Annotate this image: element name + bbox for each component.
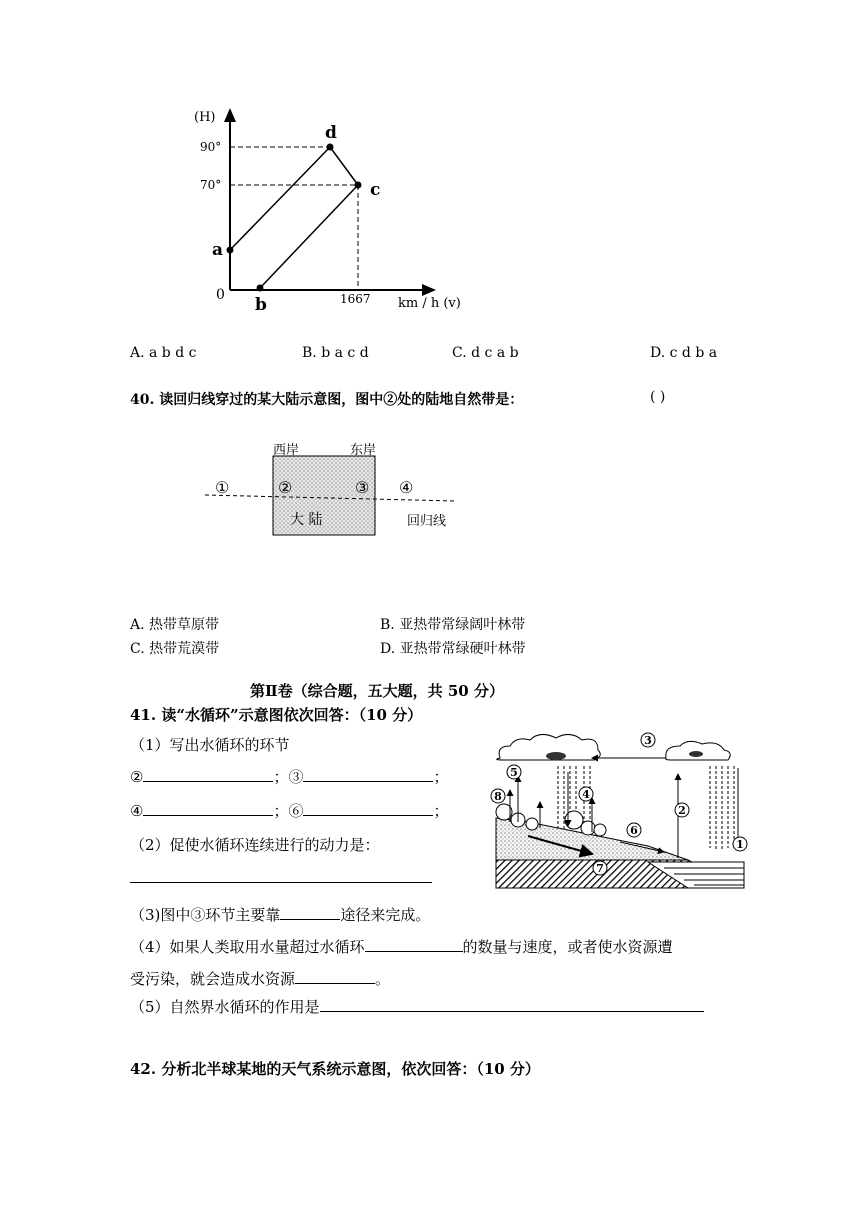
west-coast-label: 西岸 — [273, 443, 300, 458]
wc-label-5: 5 — [510, 766, 518, 779]
wc-label-3: 3 — [644, 734, 652, 747]
east-coast-label: 东岸 — [350, 443, 377, 458]
part2-title: 第Ⅱ卷（综合题，五大题，共 50 分） — [250, 682, 504, 700]
q41-sub2: （2）促使水循环连续进行的动力是： — [130, 836, 380, 854]
q41-sub3 — [130, 904, 430, 925]
point-c: c — [370, 180, 381, 200]
blank-4[interactable] — [143, 801, 273, 816]
tropic-label: 回归线 — [407, 514, 447, 529]
speed-height-diagram — [180, 100, 500, 320]
option-b: B. b a c d — [302, 345, 369, 361]
q40-option-c: C. 热带荒漠带 — [130, 641, 220, 657]
sub3-text-a: （3)图中③环节主要靠 — [130, 906, 281, 924]
marker-2: ② — [278, 478, 293, 497]
blank-sub2[interactable] — [130, 882, 432, 883]
continent-diagram — [195, 438, 465, 538]
blank-2[interactable] — [143, 767, 273, 782]
q41-line-4-6 — [130, 800, 448, 821]
q40-stem: 40. 读回归线穿过的某大陆示意图，图中②处的陆地自然带是： — [130, 392, 524, 408]
q41-sub4-line1 — [130, 936, 673, 957]
point-d: d — [325, 123, 337, 143]
wc-label-8: 8 — [494, 790, 502, 803]
q40-answer-paren: ( ) — [650, 389, 666, 405]
x-axis-label: km / h (v) — [398, 296, 461, 311]
wc-label-1: 1 — [736, 838, 744, 851]
water-cycle-diagram — [488, 728, 758, 890]
marker-3: ③ — [355, 478, 370, 497]
sub3-text-b: 途径来完成。 — [340, 906, 431, 924]
option-d: D. c d b a — [650, 345, 718, 361]
sub4-text-c: 受污染，就会造成水资源 — [130, 970, 296, 988]
blank-sub5[interactable] — [320, 997, 704, 1012]
option-c: C. d c a b — [452, 345, 519, 361]
label-3: ；③ — [273, 768, 304, 786]
q41-sub5 — [130, 996, 704, 1017]
tick-70: 70° — [200, 178, 222, 192]
blank-sub3[interactable] — [280, 905, 340, 920]
y-axis-label: (H) — [194, 110, 216, 125]
wc-label-7: 7 — [596, 862, 604, 875]
point-a: a — [212, 240, 224, 260]
point-b: b — [255, 295, 267, 315]
wc-label-4: 4 — [582, 788, 590, 801]
tick-1667: 1667 — [340, 292, 371, 306]
wc-label-6: 6 — [630, 824, 638, 837]
option-a: A. a b d c — [130, 345, 197, 361]
blank-3[interactable] — [303, 767, 433, 782]
wc-label-2: 2 — [678, 804, 686, 817]
q41-sub1: （1）写出水循环的环节 — [130, 736, 290, 754]
q40-option-b: B. 亚热带常绿阔叶林带 — [380, 617, 526, 633]
sub5-text: （5）自然界水循环的作用是 — [130, 998, 320, 1016]
sub4-text-d: 。 — [375, 970, 391, 988]
q40-option-d: D. 亚热带常绿硬叶林带 — [380, 641, 526, 657]
sub4-text-b: 的数量与速度，或者使水资源遭 — [462, 938, 673, 956]
q42-stem: 42. 分析北半球某地的天气系统示意图，依次回答：（10 分） — [130, 1060, 540, 1078]
label-2: ② — [130, 768, 144, 786]
label-4: ④ — [130, 802, 144, 820]
q41-sub4-line2 — [130, 968, 390, 989]
sub4-text-a: （4）如果人类取用水量超过水循环 — [130, 938, 365, 956]
q41-line-2-3 — [130, 766, 448, 787]
tick-90: 90° — [200, 140, 222, 154]
blank-6[interactable] — [303, 801, 433, 816]
semicolon: ； — [433, 768, 449, 786]
marker-4: ④ — [399, 478, 414, 497]
marker-1: ① — [215, 478, 230, 497]
semicolon: ； — [433, 802, 449, 820]
blank-sub4-a[interactable] — [365, 937, 463, 952]
continent-label: 大 陆 — [290, 512, 323, 528]
q40-option-a: A. 热带草原带 — [130, 617, 220, 633]
label-6: ；⑥ — [273, 802, 304, 820]
q41-stem: 41. 读“水循环”示意图依次回答：（10 分） — [130, 706, 423, 724]
origin-label: 0 — [216, 287, 225, 303]
blank-sub4-b[interactable] — [295, 969, 375, 984]
